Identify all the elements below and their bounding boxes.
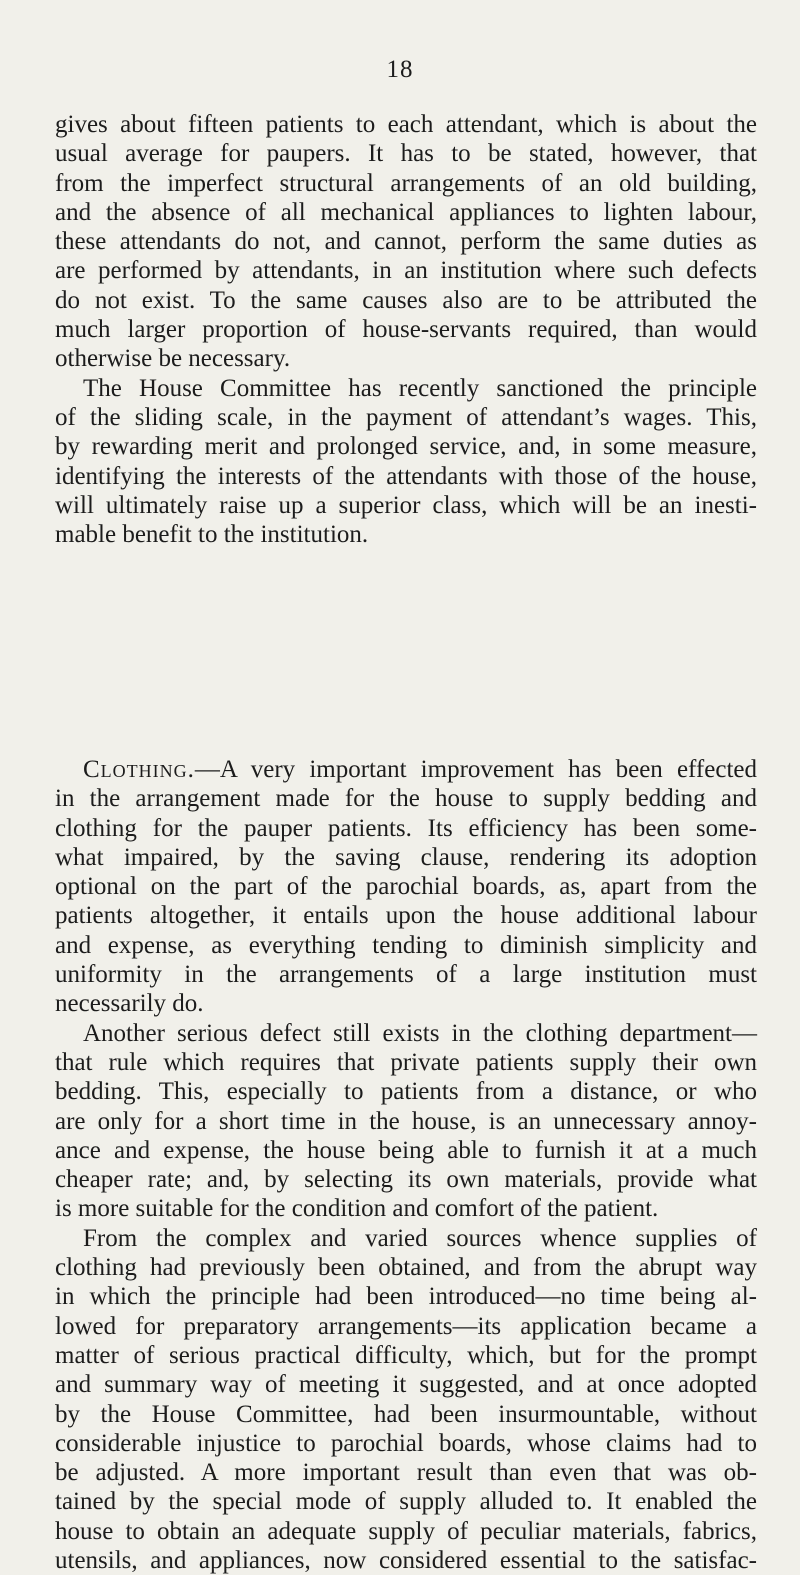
text-line: tained by the special mode of supply alluded to. It enabled the: [55, 1488, 757, 1516]
text-line: necessarily do.: [55, 990, 204, 1018]
text-line: by rewarding merit and prolonged service, and, in some measure,: [55, 433, 757, 461]
text-line: considerable injustice to parochial boards, whose claims had to: [55, 1429, 757, 1457]
paragraph-sliding-scale: [55, 374, 757, 550]
text-column-upper: [55, 110, 757, 549]
paragraph-private-bedding: [55, 1019, 757, 1224]
text-line: by the House Committee, had been insurmountable, without: [55, 1400, 757, 1428]
text-line: usual average for paupers. It has to be stated, however, that: [55, 140, 757, 168]
text-line: cheaper rate; and, by selecting its own materials, provide what: [55, 1166, 757, 1194]
text-line: and expense, as everything tending to diminish simplicity and: [55, 931, 757, 959]
text-line: be adjusted. A more important result than even that was ob-: [55, 1459, 757, 1487]
text-line: much larger proportion of house-servants required, than would: [55, 316, 757, 344]
paragraph-attendants: [55, 110, 757, 374]
text-line: in which the principle had been introduced—no time being al-: [55, 1283, 757, 1311]
paragraph-supplies: [55, 1224, 757, 1575]
text-line: mable benefit to the institution.: [55, 521, 369, 549]
text-line: and the absence of all mechanical appliances to lighten labour,: [55, 198, 757, 226]
text-line: ance and expense, the house being able to furnish it at a much: [55, 1136, 757, 1164]
text-line: are only for a short time in the house, is an unnecessary annoy-: [55, 1107, 757, 1135]
text-line: house to obtain an adequate supply of peculiar materials, fabrics,: [55, 1517, 757, 1545]
text-line: lowed for preparatory arrangements—its application became a: [55, 1312, 757, 1340]
text-line: The House Committee has recently sanctioned the principle: [83, 374, 757, 402]
text-line: clothing had previously been obtained, and from the abrupt way: [55, 1254, 757, 1282]
text-line: Another serious defect still exists in the clothing department—: [83, 1019, 757, 1047]
paragraph-clothing: [55, 755, 757, 1019]
text-line: from the imperfect structural arrangements of an old building,: [55, 169, 757, 197]
text-line: of the sliding scale, in the payment of attendant’s wages. This,: [55, 403, 757, 431]
text-line: From the complex and varied sources whence supplies of: [83, 1224, 757, 1252]
text-line: identifying the interests of the attendants with those of the house,: [55, 462, 757, 490]
text-line: these attendants do not, and cannot, perform the same duties as: [55, 228, 757, 256]
text-line: optional on the part of the parochial boards, as, apart from the: [55, 873, 757, 901]
text-column-lower: [55, 755, 757, 1575]
text-line: are performed by attendants, in an institution where such defects: [55, 257, 757, 285]
text-line: is more suitable for the condition and comfort of the patient.: [55, 1195, 659, 1223]
text-fragment: —A very important improvement has been effected: [194, 756, 757, 783]
text-line: what impaired, by the saving clause, rendering its adoption: [55, 843, 757, 871]
text-line: clothing for the pauper patients. Its efficiency has been some-: [55, 814, 757, 842]
text-line: do not exist. To the same causes also are to be attributed the: [55, 286, 757, 314]
text-line: that rule which requires that private patients supply their own: [55, 1048, 757, 1076]
section-heading: Clothing.: [83, 756, 195, 783]
text-line: otherwise be necessary.: [55, 345, 291, 373]
text-line: uniformity in the arrangements of a large institution must: [55, 961, 757, 989]
text-line: and summary way of meeting it suggested, and at once adopted: [55, 1371, 757, 1399]
text-line: will ultimately raise up a superior class, which will be an inesti-: [55, 491, 757, 519]
text-line: bedding. This, especially to patients from a distance, or who: [55, 1078, 757, 1106]
page-number: 18: [386, 56, 414, 83]
text-line: gives about fifteen patients to each attendant, which is about the: [55, 111, 757, 138]
text-line: in the arrangement made for the house to supply bedding and: [55, 785, 757, 813]
text-line: utensils, and appliances, now considered essential to the satisfac-: [55, 1547, 757, 1575]
text-line: matter of serious practical difficulty, which, but for the prompt: [55, 1341, 757, 1369]
text-line: patients altogether, it entails upon the house additional labour: [55, 902, 757, 930]
text-line: [55, 755, 757, 784]
